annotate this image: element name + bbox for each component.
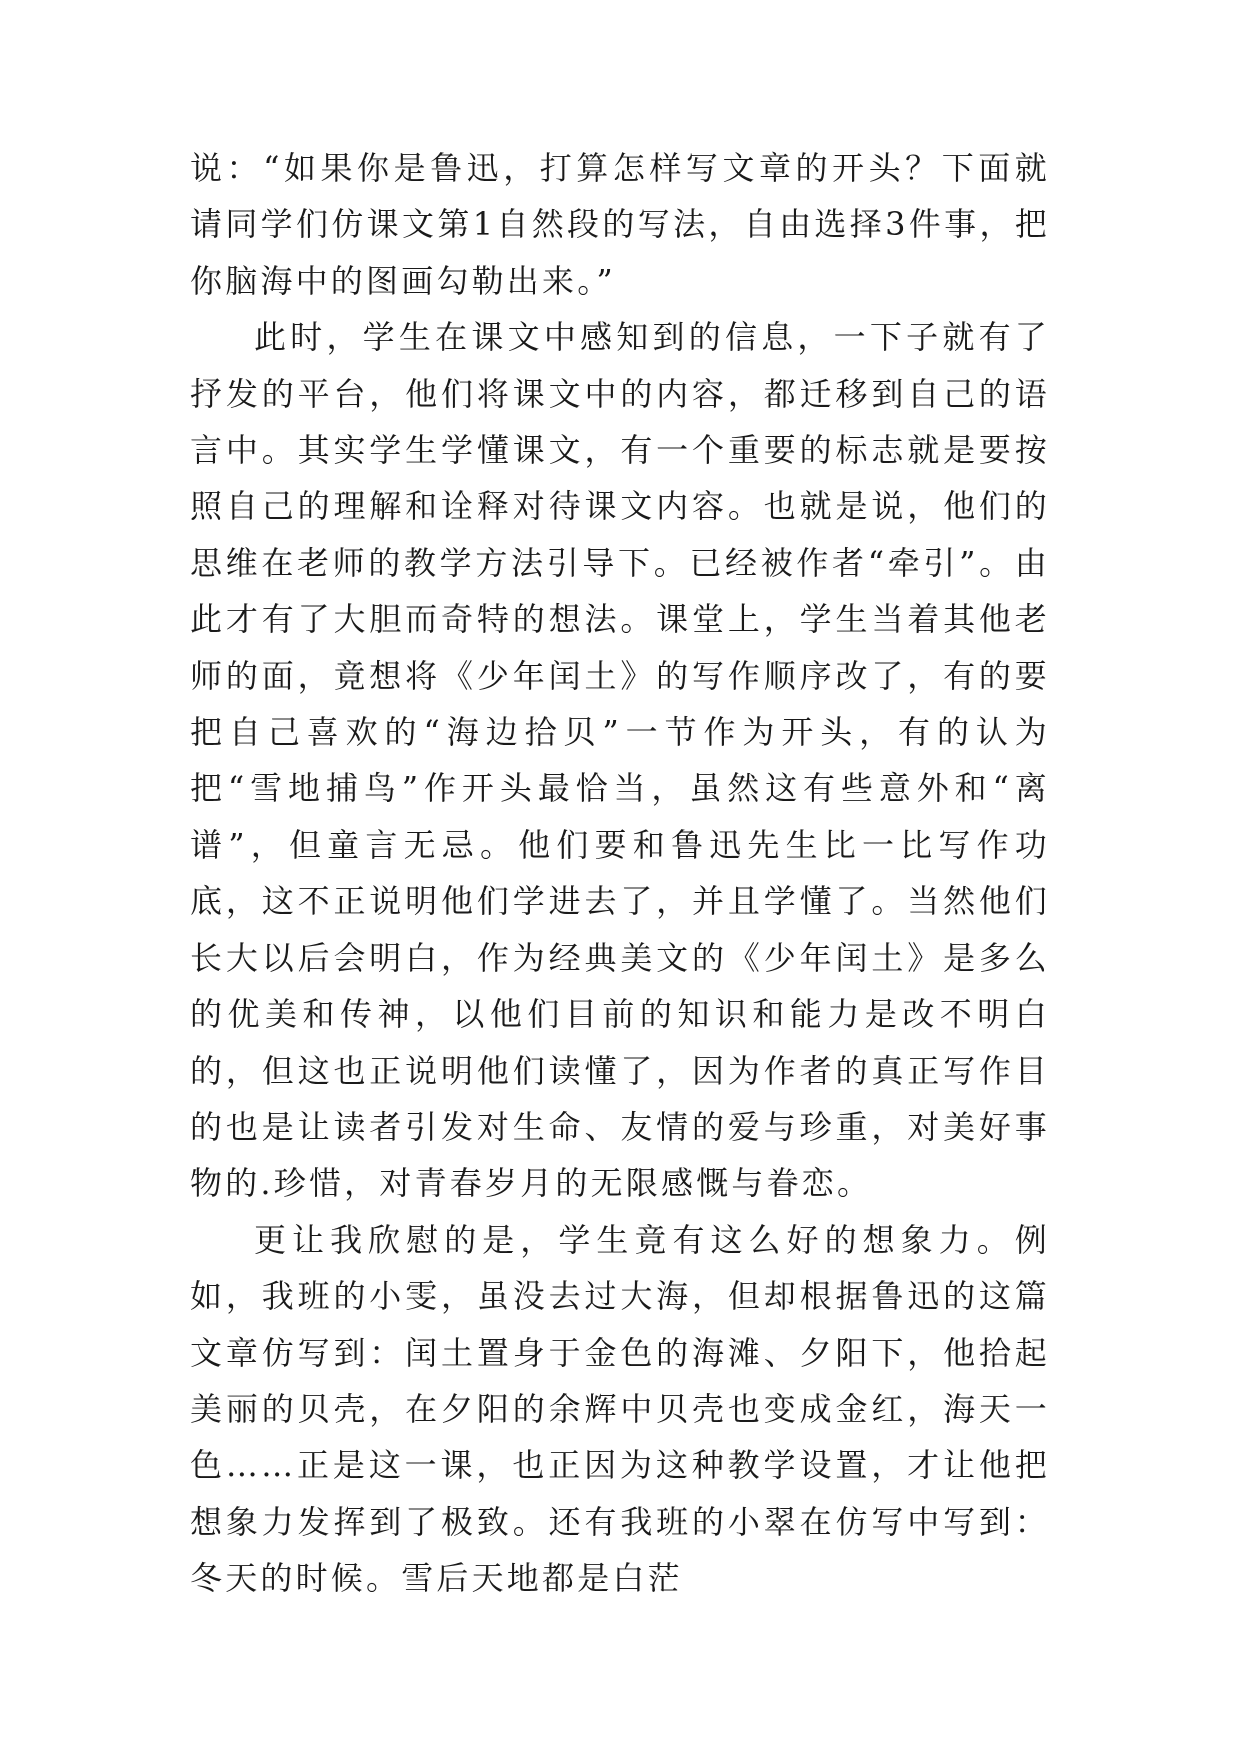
paragraph-continuation: 说：“如果你是鲁迅，打算怎样写文章的开头？下面就请同学们仿课文第1自然段的写法，自由选择3件事，把你脑海中的图画勾勒出来。” bbox=[190, 149, 1050, 300]
paragraph-student-reaction: 此时，学生在课文中感知到的信息，一下子就有了抒发的平台，他们将课文中的内容，都迁移到自己的语言中。其实学生学懂课文，有一个重要的标志就是要按照自己的理解和诠释对待课文内容。也就是说，他们的思维在老师的教学方法引导下。已经被作者“牵引”。由此才有了大胆而奇特的想法。课堂上，学生当着其他老师的面，竟想将《少年闰土》的写作顺序改了，有的要把自己喜欢的“海边拾贝”一节作为开头，有的认为把“雪地捕鸟”作开头最恰当，虽然这有些意外和“离谱”，但童言无忌。他们要和鲁迅先生比一比写作功底，这不正说明他们学进去了，并且学懂了。当然他们长大以后会明白，作为经典美文的《少年闰土》是多么的优美和传神，以他们目前的知识和能力是改不明白的，但这也正说明他们读懂了，因为作者的真正写作目的也是让读者引发对生命、友情的爱与珍重，对美好事物的.珍惜，对青春岁月的无限感慨与眷恋。 bbox=[190, 318, 1050, 1203]
paragraph-imagination: 更让我欣慰的是，学生竟有这么好的想象力。例如，我班的小雯，虽没去过大海，但却根据鲁迅的这篇文章仿写到：闰土置身于金色的海滩、夕阳下，他拾起美丽的贝壳，在夕阳的余辉中贝壳也变成金红，海天一色……正是这一课，也正因为这种教学设置，才让他把想象力发挥到了极致。还有我班的小翠在仿写中写到：冬天的时候。雪后天地都是白茫 bbox=[190, 1220, 1050, 1598]
document-body bbox=[190, 140, 1050, 1607]
